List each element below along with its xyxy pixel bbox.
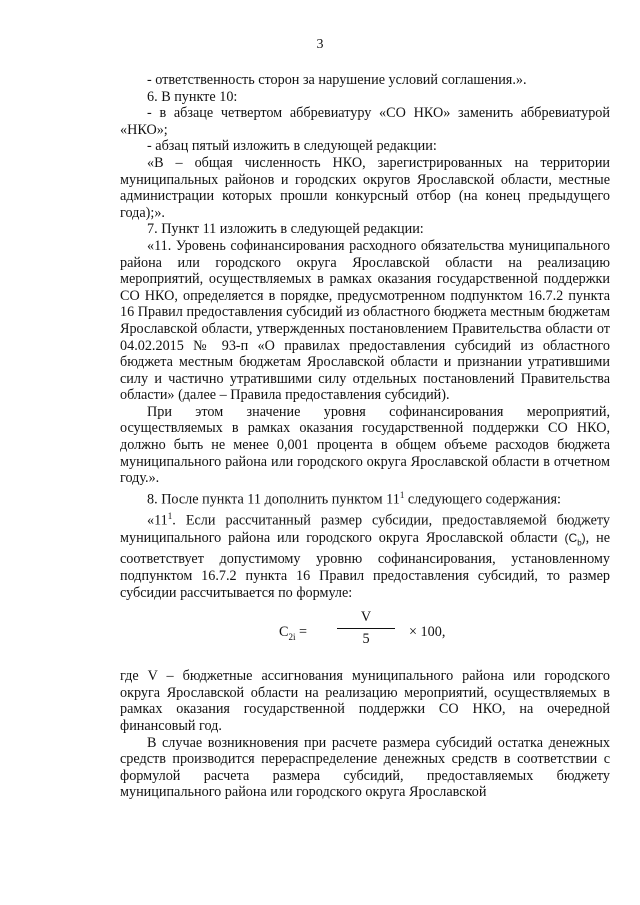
paragraph-abzac-5: - абзац пятый изложить в следующей редакции:: [147, 138, 437, 155]
point-11-1-text-end: , не соответствует допустимому уровню софинансирования, установленному подпунктом 16.7.2 пункта 16 Правил предоставления субсидий, то размер субсидии рассчитывается по формуле:: [120, 529, 611, 601]
formula-lhs: [279, 624, 307, 645]
formula-fraction-bar: [337, 628, 395, 629]
paragraph-redistribution: В случае возникновения при расчете размера субсидий остатка денежных средств производится перераспределение денежных средств в соответствии с формулой расчета размера субсидий, предоставляемых бюджету муниципального района или городского округа Ярославской: [120, 734, 610, 801]
paragraph-where-v: где V – бюджетные ассигнования муниципального района или городского округа Ярославской области на реализацию мероприятий, осуществляемых в рамках оказания государственной поддержки СО НКО, на очередной финансовый год.: [120, 668, 610, 735]
paragraph-item-7: 7. Пункт 11 изложить в следующей редакции:: [147, 221, 424, 238]
paragraph-definition-b: «В – общая численность НКО, зарегистрированных на территории муниципальных районов и городских округов Ярославской области, местные администрации которых прошли конкурсный отбор (на конец предыдущего года);».: [120, 154, 610, 221]
paragraph-abbreviation: - в абзаце четвертом аббревиатуру «СО НКО» заменить аббревиатурой «НКО»;: [120, 105, 610, 138]
page-number: 3: [316, 37, 324, 52]
point-11-1-start: «11: [147, 512, 168, 529]
cb-close: ): [581, 530, 586, 545]
formula-numerator: V: [360, 609, 372, 626]
document-body: [120, 72, 610, 801]
formula-lhs-subscript: 2i: [288, 632, 296, 643]
formula-equals: =: [295, 624, 308, 641]
paragraph-point-11-1: [120, 508, 610, 601]
cb-subscript: b: [577, 537, 582, 547]
formula-multiplier: × 100,: [409, 624, 446, 641]
paragraph-point-11: «11. Уровень софинансирования расходного обязательства муниципального района или городского округа Ярославской области на реализацию мероприятий, осуществляемых в рамках оказания государственной поддержки СО НКО, определяется в порядке, предусмотренном подпунктом 16.7.2 пункта 16 Правил предоставления субсидий из областного бюджета местным бюджетам Ярославской области, утвержденных постановлением Правительства области от 04.02.2015 № 93-п «О правилах предоставления субсидий из областного бюджета местным бюджетам Ярославской области и признании утратившими силу и частично утратившими силу отдельных постановлений Правительства области» (далее – Правила предоставления субсидий).: [120, 237, 610, 404]
formula-lhs-symbol: C: [279, 624, 289, 641]
point-11-1-superscript: 1: [167, 511, 173, 522]
paragraph-cofinancing-level: При этом значение уровня софинансирования мероприятий, осуществляемых в рамках оказания государственной поддержки СО НКО, должно быть не менее 0,001 процента в общем объеме расходов бюджета муниципального района или городского округа Ярославской области в отчетном году.».: [120, 403, 610, 487]
paragraph-liability: - ответственность сторон за нарушение условий соглашения.».: [147, 72, 527, 88]
cb-open: (C: [564, 530, 578, 545]
formula-fraction: [337, 609, 395, 647]
paragraph-item-8: [120, 487, 610, 508]
point-11-1-text: . Если рассчитанный размер субсидии, предоставляемой бюджету муниципального района или городского округа Ярославской области: [120, 512, 610, 546]
item-8-text-start: 8. После пункта 11 дополнить пунктом 11: [147, 491, 400, 508]
item-8-text-end: следующего содержания:: [404, 491, 561, 508]
subsidy-formula: [120, 609, 610, 664]
item-8-superscript: 1: [399, 489, 405, 500]
cb-symbol: [565, 531, 586, 545]
paragraph-item-6: 6. В пункте 10:: [147, 88, 238, 105]
formula-denominator: 5: [362, 630, 370, 647]
